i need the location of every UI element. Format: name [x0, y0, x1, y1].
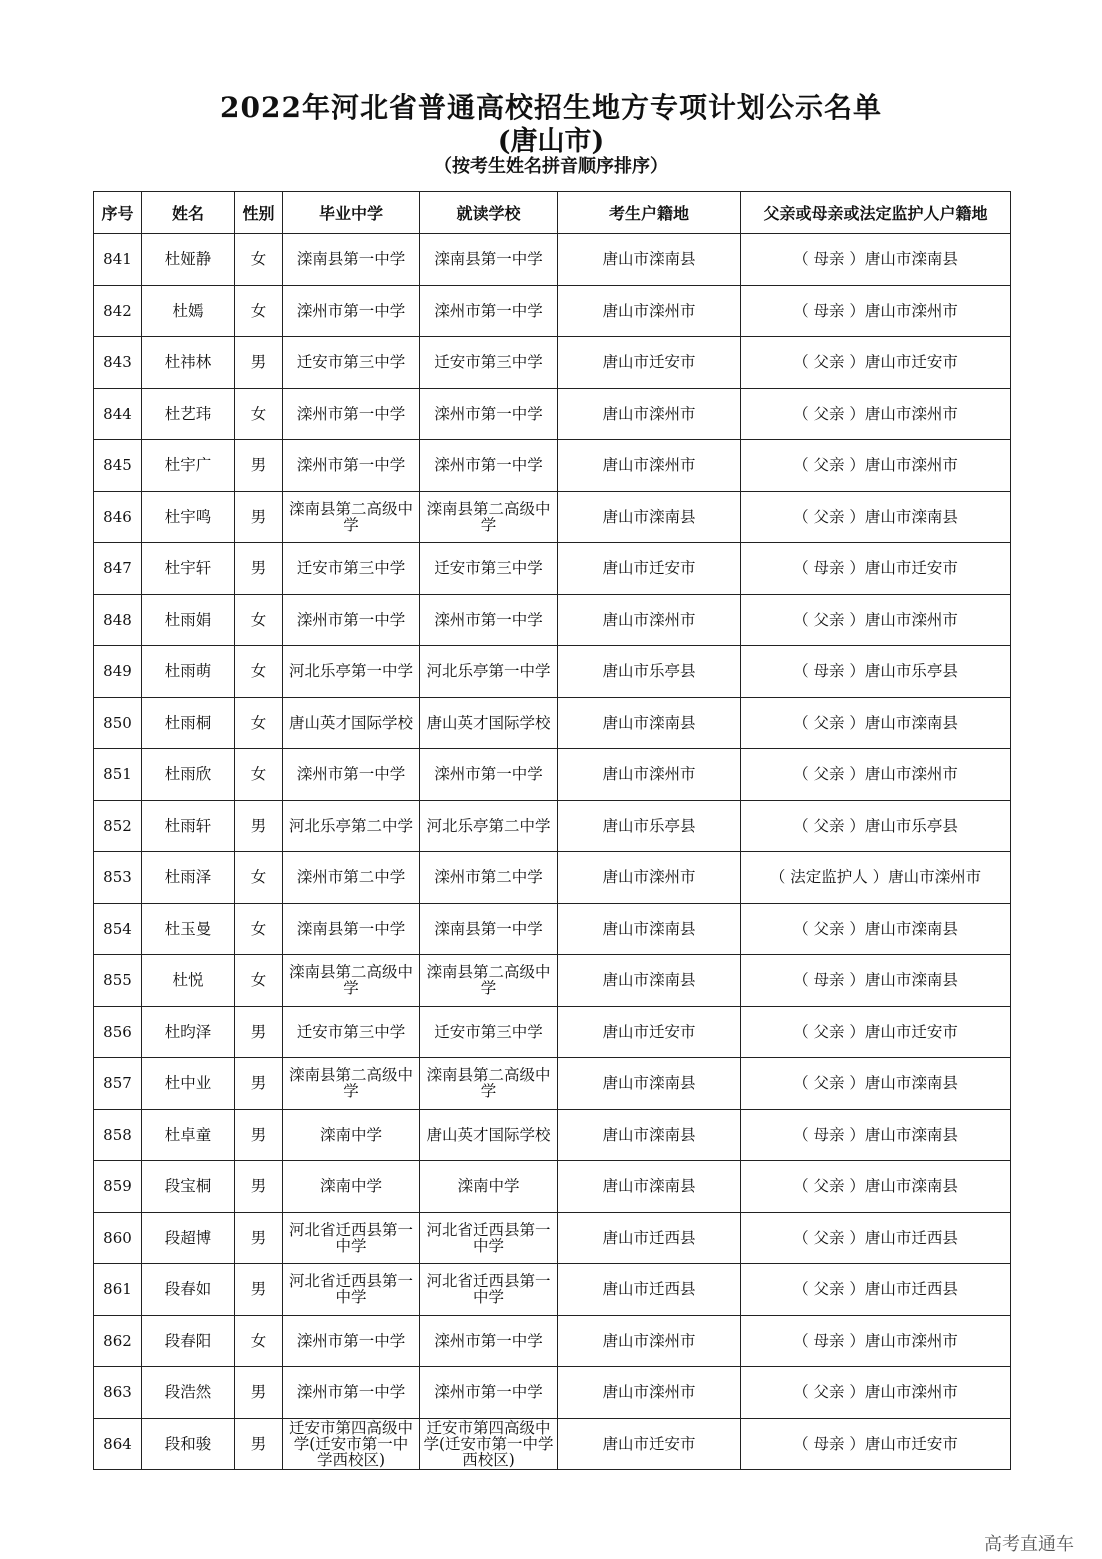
cell-graduated-school: 河北乐亭第二中学: [283, 800, 420, 852]
cell-current-school: 迁安市第三中学: [420, 337, 558, 389]
cell-name: 段浩然: [142, 1367, 235, 1419]
cell-parent-household: （ 母亲 ）唐山市乐亭县: [741, 646, 1011, 698]
cell-name: 杜雨欣: [142, 749, 235, 801]
table-row: [94, 491, 1011, 543]
table-row: [94, 1264, 1011, 1316]
cell-seq: 853: [94, 852, 142, 904]
cell-name: 段和骏: [142, 1418, 235, 1470]
cell-gender: 女: [235, 646, 283, 698]
cell-seq: 846: [94, 491, 142, 543]
cell-household: 唐山市滦州市: [558, 1367, 741, 1419]
cell-graduated-school: 滦南县第二高级中学: [283, 1058, 420, 1110]
cell-parent-household: （ 父亲 ）唐山市滦州市: [741, 594, 1011, 646]
cell-name: 段宝桐: [142, 1161, 235, 1213]
cell-name: 杜昀泽: [142, 1006, 235, 1058]
header-current-school: 就读学校: [420, 192, 558, 234]
cell-seq: 849: [94, 646, 142, 698]
table-row: [94, 594, 1011, 646]
cell-gender: 男: [235, 543, 283, 595]
roster-table: [93, 191, 1011, 1470]
cell-household: 唐山市滦南县: [558, 697, 741, 749]
cell-household: 唐山市滦州市: [558, 1315, 741, 1367]
table-body: [94, 234, 1011, 1470]
cell-seq: 859: [94, 1161, 142, 1213]
header-gender: 性别: [235, 192, 283, 234]
cell-gender: 男: [235, 337, 283, 389]
table-row: [94, 543, 1011, 595]
table-row: [94, 646, 1011, 698]
cell-current-school: 河北乐亭第二中学: [420, 800, 558, 852]
cell-gender: 女: [235, 697, 283, 749]
cell-current-school: 唐山英才国际学校: [420, 1109, 558, 1161]
cell-graduated-school: 滦州市第一中学: [283, 749, 420, 801]
cell-seq: 860: [94, 1212, 142, 1264]
cell-graduated-school: 滦州市第一中学: [283, 1315, 420, 1367]
table-row: [94, 800, 1011, 852]
cell-current-school: 滦南县第一中学: [420, 234, 558, 286]
cell-gender: 男: [235, 440, 283, 492]
cell-current-school: 滦南县第二高级中学: [420, 955, 558, 1007]
cell-seq: 852: [94, 800, 142, 852]
cell-gender: 女: [235, 285, 283, 337]
cell-parent-household: （ 法定监护人 ）唐山市滦州市: [741, 852, 1011, 904]
cell-household: 唐山市迁西县: [558, 1264, 741, 1316]
table-row: [94, 1161, 1011, 1213]
cell-gender: 男: [235, 800, 283, 852]
cell-household: 唐山市迁安市: [558, 337, 741, 389]
cell-name: 杜祎林: [142, 337, 235, 389]
cell-gender: 男: [235, 491, 283, 543]
table-row: [94, 1058, 1011, 1110]
cell-name: 杜雨娟: [142, 594, 235, 646]
cell-name: 杜雨泽: [142, 852, 235, 904]
cell-graduated-school: 滦州市第一中学: [283, 594, 420, 646]
cell-name: 杜卓童: [142, 1109, 235, 1161]
sort-note: （按考生姓名拼音顺序排序）: [434, 156, 668, 177]
cell-graduated-school: 迁安市第四高级中学(迁安市第一中学西校区): [283, 1418, 420, 1470]
cell-name: 杜雨轩: [142, 800, 235, 852]
cell-current-school: 滦南中学: [420, 1161, 558, 1213]
cell-name: 段春阳: [142, 1315, 235, 1367]
cell-name: 段春如: [142, 1264, 235, 1316]
cell-graduated-school: 滦州市第一中学: [283, 1367, 420, 1419]
table-row: [94, 903, 1011, 955]
table-row: [94, 697, 1011, 749]
cell-current-school: 迁安市第四高级中学(迁安市第一中学西校区): [420, 1418, 558, 1470]
table-row: [94, 1006, 1011, 1058]
cell-parent-household: （ 母亲 ）唐山市滦南县: [741, 955, 1011, 1007]
cell-graduated-school: 滦南县第二高级中学: [283, 491, 420, 543]
cell-current-school: 滦州市第一中学: [420, 594, 558, 646]
cell-household: 唐山市迁西县: [558, 1212, 741, 1264]
cell-household: 唐山市滦州市: [558, 852, 741, 904]
cell-name: 杜娅静: [142, 234, 235, 286]
cell-parent-household: （ 父亲 ）唐山市迁安市: [741, 1006, 1011, 1058]
cell-household: 唐山市滦南县: [558, 491, 741, 543]
cell-household: 唐山市滦南县: [558, 1161, 741, 1213]
cell-graduated-school: 滦南中学: [283, 1109, 420, 1161]
cell-gender: 女: [235, 234, 283, 286]
table-row: [94, 852, 1011, 904]
cell-parent-household: （ 母亲 ）唐山市迁安市: [741, 543, 1011, 595]
page-subtitle: (唐山市): [497, 126, 605, 157]
cell-current-school: 滦州市第二中学: [420, 852, 558, 904]
cell-gender: 女: [235, 749, 283, 801]
cell-graduated-school: 滦南县第一中学: [283, 903, 420, 955]
cell-seq: 845: [94, 440, 142, 492]
cell-name: 杜艺玮: [142, 388, 235, 440]
cell-seq: 841: [94, 234, 142, 286]
table-row: [94, 749, 1011, 801]
table-row: [94, 388, 1011, 440]
cell-gender: 女: [235, 594, 283, 646]
cell-name: 杜宇鸣: [142, 491, 235, 543]
cell-parent-household: （ 父亲 ）唐山市滦南县: [741, 491, 1011, 543]
cell-parent-household: （ 父亲 ）唐山市滦南县: [741, 1058, 1011, 1110]
cell-household: 唐山市迁安市: [558, 1418, 741, 1470]
cell-seq: 857: [94, 1058, 142, 1110]
cell-household: 唐山市滦南县: [558, 1109, 741, 1161]
cell-seq: 848: [94, 594, 142, 646]
cell-household: 唐山市滦南县: [558, 955, 741, 1007]
cell-household: 唐山市迁安市: [558, 1006, 741, 1058]
cell-current-school: 河北省迁西县第一中学: [420, 1264, 558, 1316]
cell-current-school: 滦南县第二高级中学: [420, 491, 558, 543]
table-header: [94, 192, 1011, 234]
cell-graduated-school: 滦州市第一中学: [283, 285, 420, 337]
header-row: [94, 192, 1011, 234]
cell-current-school: 滦州市第一中学: [420, 440, 558, 492]
header-seq: 序号: [94, 192, 142, 234]
cell-graduated-school: 河北省迁西县第一中学: [283, 1212, 420, 1264]
cell-household: 唐山市乐亭县: [558, 646, 741, 698]
table-row: [94, 234, 1011, 286]
cell-current-school: 河北乐亭第一中学: [420, 646, 558, 698]
cell-seq: 856: [94, 1006, 142, 1058]
cell-name: 杜中业: [142, 1058, 235, 1110]
cell-gender: 男: [235, 1006, 283, 1058]
cell-parent-household: （ 母亲 ）唐山市滦州市: [741, 285, 1011, 337]
cell-graduated-school: 迁安市第三中学: [283, 543, 420, 595]
cell-seq: 858: [94, 1109, 142, 1161]
cell-name: 杜宇轩: [142, 543, 235, 595]
cell-parent-household: （ 父亲 ）唐山市滦州市: [741, 440, 1011, 492]
cell-current-school: 滦州市第一中学: [420, 1367, 558, 1419]
cell-household: 唐山市滦州市: [558, 749, 741, 801]
table-row: [94, 337, 1011, 389]
cell-gender: 男: [235, 1109, 283, 1161]
cell-gender: 男: [235, 1418, 283, 1470]
cell-parent-household: （ 父亲 ）唐山市滦州市: [741, 749, 1011, 801]
cell-name: 杜玉曼: [142, 903, 235, 955]
cell-current-school: 滦州市第一中学: [420, 749, 558, 801]
cell-seq: 862: [94, 1315, 142, 1367]
cell-parent-household: （ 父亲 ）唐山市滦州市: [741, 1367, 1011, 1419]
table-row: [94, 1315, 1011, 1367]
cell-gender: 男: [235, 1212, 283, 1264]
cell-household: 唐山市滦南县: [558, 234, 741, 286]
cell-seq: 847: [94, 543, 142, 595]
header-household: 考生户籍地: [558, 192, 741, 234]
cell-seq: 843: [94, 337, 142, 389]
cell-household: 唐山市乐亭县: [558, 800, 741, 852]
cell-seq: 861: [94, 1264, 142, 1316]
cell-seq: 850: [94, 697, 142, 749]
cell-household: 唐山市滦南县: [558, 903, 741, 955]
table-row: [94, 1109, 1011, 1161]
cell-name: 杜悦: [142, 955, 235, 1007]
cell-graduated-school: 滦南县第一中学: [283, 234, 420, 286]
cell-current-school: 滦南县第二高级中学: [420, 1058, 558, 1110]
cell-parent-household: （ 父亲 ）唐山市迁西县: [741, 1264, 1011, 1316]
cell-current-school: 滦州市第一中学: [420, 1315, 558, 1367]
cell-graduated-school: 河北省迁西县第一中学: [283, 1264, 420, 1316]
cell-name: 段超博: [142, 1212, 235, 1264]
cell-household: 唐山市迁安市: [558, 543, 741, 595]
cell-parent-household: （ 母亲 ）唐山市滦南县: [741, 234, 1011, 286]
cell-gender: 男: [235, 1058, 283, 1110]
cell-graduated-school: 滦州市第一中学: [283, 388, 420, 440]
cell-seq: 842: [94, 285, 142, 337]
cell-current-school: 滦州市第一中学: [420, 285, 558, 337]
cell-gender: 男: [235, 1367, 283, 1419]
cell-household: 唐山市滦州市: [558, 440, 741, 492]
cell-gender: 女: [235, 1315, 283, 1367]
cell-graduated-school: 迁安市第三中学: [283, 1006, 420, 1058]
cell-parent-household: （ 父亲 ）唐山市迁西县: [741, 1212, 1011, 1264]
cell-current-school: 唐山英才国际学校: [420, 697, 558, 749]
cell-current-school: 滦南县第一中学: [420, 903, 558, 955]
watermark: 高考直通车: [984, 1534, 1074, 1555]
cell-name: 杜嫣: [142, 285, 235, 337]
cell-seq: 844: [94, 388, 142, 440]
table-row: [94, 955, 1011, 1007]
header-name: 姓名: [142, 192, 235, 234]
cell-gender: 男: [235, 1161, 283, 1213]
cell-parent-household: （ 父亲 ）唐山市滦南县: [741, 903, 1011, 955]
cell-seq: 864: [94, 1418, 142, 1470]
cell-graduated-school: 滦南中学: [283, 1161, 420, 1213]
cell-parent-household: （ 母亲 ）唐山市迁安市: [741, 1418, 1011, 1470]
cell-graduated-school: 河北乐亭第一中学: [283, 646, 420, 698]
cell-graduated-school: 滦州市第一中学: [283, 440, 420, 492]
cell-parent-household: （ 父亲 ）唐山市滦南县: [741, 1161, 1011, 1213]
cell-gender: 女: [235, 388, 283, 440]
table-row: [94, 1367, 1011, 1419]
cell-gender: 男: [235, 1264, 283, 1316]
cell-current-school: 河北省迁西县第一中学: [420, 1212, 558, 1264]
cell-graduated-school: 滦南县第二高级中学: [283, 955, 420, 1007]
cell-parent-household: （ 父亲 ）唐山市迁安市: [741, 337, 1011, 389]
cell-seq: 854: [94, 903, 142, 955]
cell-parent-household: （ 父亲 ）唐山市滦南县: [741, 697, 1011, 749]
page-title: 2022年河北省普通高校招生地方专项计划公示名单: [220, 91, 882, 124]
cell-seq: 851: [94, 749, 142, 801]
cell-household: 唐山市滦南县: [558, 1058, 741, 1110]
cell-gender: 女: [235, 852, 283, 904]
cell-parent-household: （ 母亲 ）唐山市滦南县: [741, 1109, 1011, 1161]
header-parent-household: 父亲或母亲或法定监护人户籍地: [741, 192, 1011, 234]
table-row: [94, 285, 1011, 337]
cell-name: 杜雨桐: [142, 697, 235, 749]
cell-graduated-school: 唐山英才国际学校: [283, 697, 420, 749]
cell-seq: 863: [94, 1367, 142, 1419]
cell-seq: 855: [94, 955, 142, 1007]
cell-parent-household: （ 父亲 ）唐山市乐亭县: [741, 800, 1011, 852]
cell-household: 唐山市滦州市: [558, 594, 741, 646]
cell-graduated-school: 滦州市第二中学: [283, 852, 420, 904]
cell-parent-household: （ 母亲 ）唐山市滦州市: [741, 1315, 1011, 1367]
cell-graduated-school: 迁安市第三中学: [283, 337, 420, 389]
table-row: [94, 1418, 1011, 1470]
cell-current-school: 迁安市第三中学: [420, 543, 558, 595]
cell-name: 杜雨萌: [142, 646, 235, 698]
cell-household: 唐山市滦州市: [558, 285, 741, 337]
cell-current-school: 滦州市第一中学: [420, 388, 558, 440]
cell-name: 杜宇广: [142, 440, 235, 492]
table-row: [94, 1212, 1011, 1264]
cell-household: 唐山市滦州市: [558, 388, 741, 440]
cell-parent-household: （ 父亲 ）唐山市滦州市: [741, 388, 1011, 440]
table-row: [94, 440, 1011, 492]
cell-gender: 女: [235, 903, 283, 955]
cell-gender: 女: [235, 955, 283, 1007]
header-graduated-school: 毕业中学: [283, 192, 420, 234]
cell-current-school: 迁安市第三中学: [420, 1006, 558, 1058]
